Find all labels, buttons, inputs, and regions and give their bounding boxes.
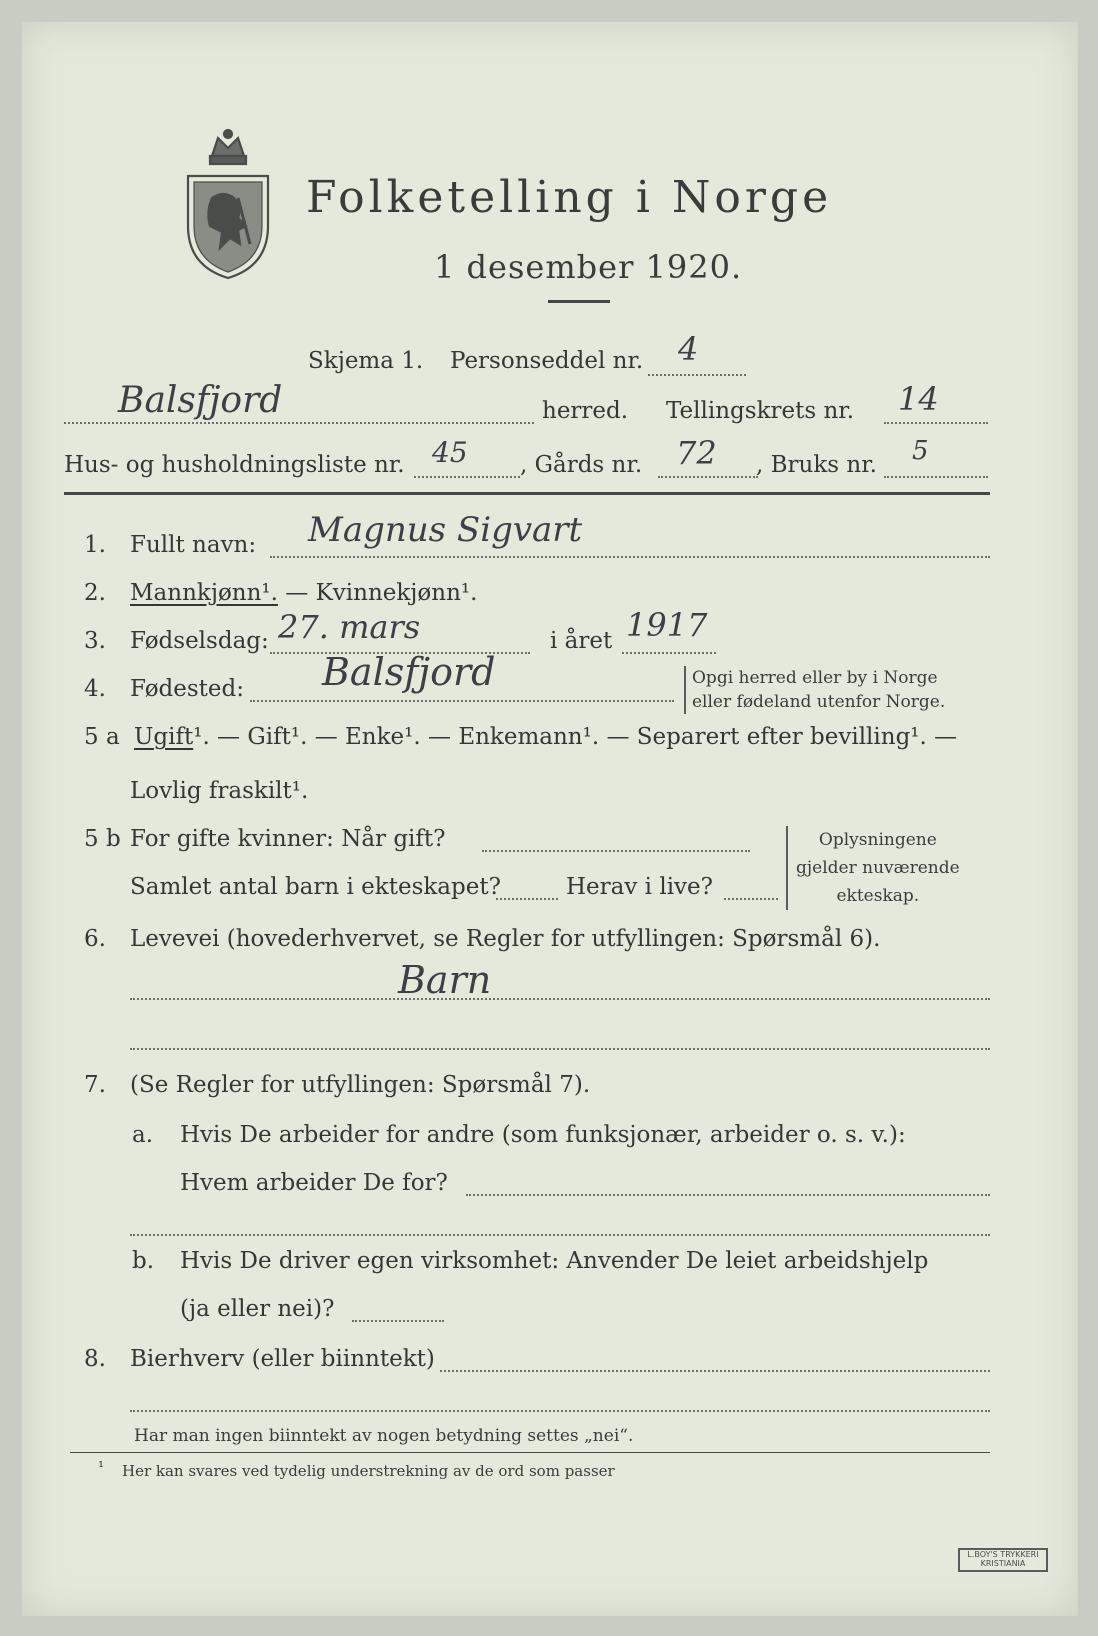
form-title: Folketelling i Norge xyxy=(306,172,833,223)
q3-number: 3. xyxy=(84,628,106,654)
occupation-value[interactable]: Barn xyxy=(398,958,492,1002)
census-date: 1 desember 1920. xyxy=(434,248,743,286)
personseddel-label: Personseddel nr. xyxy=(450,348,644,374)
q7b-label: Hvis De driver egen virksomhet: Anvender De leiet arbeidshjelp xyxy=(180,1248,929,1274)
q6-number: 6. xyxy=(84,926,106,952)
q2-male-option[interactable]: Mannkjønn¹. xyxy=(130,580,278,606)
herred-value[interactable]: Balsfjord xyxy=(118,380,283,421)
q3-year-label: i året xyxy=(550,628,613,654)
q5b-alive-label: Herav i live? xyxy=(566,874,713,900)
q5b-label: For gifte kvinner: Når gift? xyxy=(130,826,446,852)
q2-options: Mannkjønn¹. — Kvinnekjønn¹. xyxy=(130,580,478,606)
q5a-ugift-option[interactable]: Ugift xyxy=(134,724,194,750)
birth-year-value[interactable]: 1917 xyxy=(626,606,708,644)
census-form-sheet xyxy=(22,22,1078,1616)
printer-stamp: L.BOY'S TRYKKERI KRISTIANIA xyxy=(958,1548,1048,1572)
q8-number: 8. xyxy=(84,1346,106,1372)
q5a-line2: Lovlig fraskilt¹. xyxy=(130,778,309,804)
q2-number: 2. xyxy=(84,580,106,606)
q7a-employer-label: Hvem arbeider De for? xyxy=(180,1170,448,1196)
q5a-number: 5 a xyxy=(84,724,120,750)
q8-label: Bierhverv (eller biinntekt) xyxy=(130,1346,435,1372)
tellingskrets-value[interactable]: 14 xyxy=(898,380,939,418)
q7-label: (Se Regler for utfyllingen: Spørsmål 7). xyxy=(130,1072,591,1098)
q1-label: Fullt navn: xyxy=(130,532,257,558)
birthdate-value[interactable]: 27. mars xyxy=(278,608,421,646)
footer-note: Har man ingen biinntekt av nogen betydning settes „nei“. xyxy=(134,1426,634,1446)
husholdningsliste-value[interactable]: 45 xyxy=(432,436,468,469)
footnote-mark: ¹ xyxy=(98,1458,105,1476)
q3-label: Fødselsdag: xyxy=(130,628,269,654)
bruks-label: , Bruks nr. xyxy=(756,452,877,478)
q7a-number: a. xyxy=(132,1122,154,1148)
q5b-number: 5 b xyxy=(84,826,121,852)
q5a-options: Ugift¹. — Gift¹. — Enke¹. — Enkemann¹. — Separert efter bevilling¹. — xyxy=(134,724,958,750)
q7b-number: b. xyxy=(132,1248,155,1274)
personseddel-value[interactable]: 4 xyxy=(678,330,699,368)
header-divider xyxy=(64,492,990,495)
gards-label: , Gårds nr. xyxy=(520,452,643,478)
full-name-value[interactable]: Magnus Sigvart xyxy=(308,510,583,550)
footer-divider xyxy=(70,1452,990,1453)
q4-label: Fødested: xyxy=(130,676,245,702)
q1-number: 1. xyxy=(84,532,106,558)
q7-number: 7. xyxy=(84,1072,106,1098)
husholdningsliste-label: Hus- og husholdningsliste nr. xyxy=(64,452,405,478)
q5b-children-label: Samlet antal barn i ekteskapet? xyxy=(130,874,501,900)
q4-note: Opgi herred eller by i Norge eller fødeland utenfor Norge. xyxy=(684,666,945,714)
title-divider xyxy=(548,300,610,303)
q7b-yesno-label: (ja eller nei)? xyxy=(180,1296,335,1322)
q6-label: Levevei (hovederhvervet, se Regler for utfyllingen: Spørsmål 6). xyxy=(130,926,881,952)
q2-female-option[interactable]: Kvinnekjønn¹. xyxy=(315,580,478,606)
q5b-note: Oplysningene gjelder nuværende ekteskap. xyxy=(786,826,960,910)
birthplace-value[interactable]: Balsfjord xyxy=(322,650,496,694)
tellingskrets-label: Tellingskrets nr. xyxy=(666,398,855,424)
q7a-label: Hvis De arbeider for andre (som funksjonær, arbeider o. s. v.): xyxy=(180,1122,906,1148)
footnote-text: Her kan svares ved tydelig understrekning av de ord som passer xyxy=(122,1462,615,1480)
skjema-label: Skjema 1. xyxy=(308,348,424,374)
gards-value[interactable]: 72 xyxy=(676,434,717,472)
coat-of-arms-icon xyxy=(182,126,274,282)
q4-number: 4. xyxy=(84,676,106,702)
bruks-value[interactable]: 5 xyxy=(912,436,929,466)
herred-label: herred. xyxy=(542,398,629,424)
